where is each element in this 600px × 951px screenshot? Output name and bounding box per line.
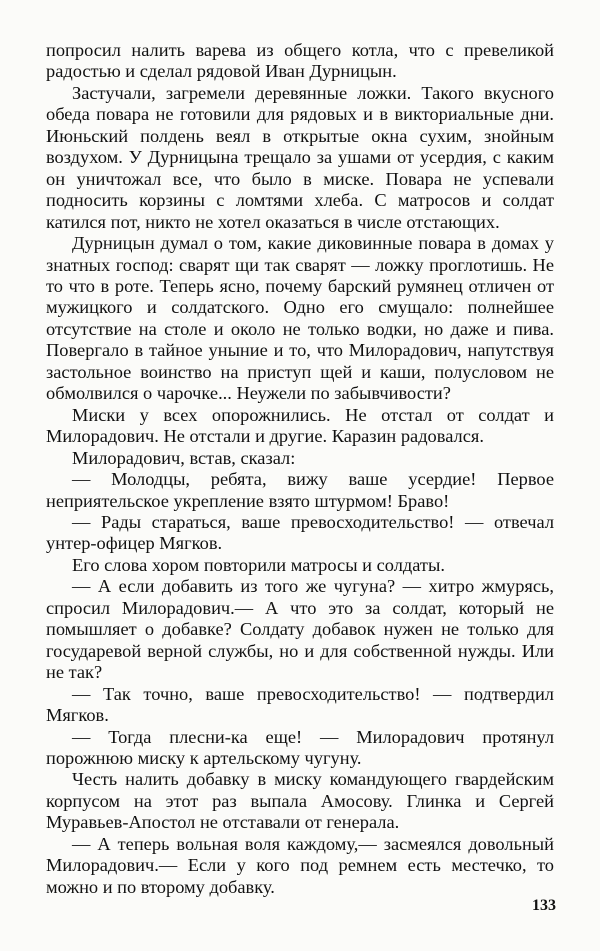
paragraph: Милорадович, встав, сказал: bbox=[72, 447, 296, 468]
dialogue-line: — А если добавить из того же чугуна? — хитро жмурясь, спросил Милорадович.— А что это за солдат, который не помышляет о добавке? Солдату добавок нужен не только для государевой верной службы, но и для собственной нужды. Или не так? bbox=[46, 576, 554, 683]
page-number: 133 bbox=[532, 897, 556, 914]
paragraph: Миски у всех опорожнились. Не отстал от солдат и Милорадович. Не отстали и другие. Каразин радовался. bbox=[46, 404, 554, 447]
paragraph: попросил налить варева из общего котла, что с превеликой радостью и сделал рядовой Иван Дурницын. bbox=[46, 40, 554, 82]
paragraph: Его слова хором повторили матросы и солдаты. bbox=[72, 554, 445, 575]
paragraph: Честь налить добавку в миску командующего гвардейским корпусом на этот раз выпала Амосову. Глинка и Сергей Муравьев-Апостол не отставали от генерала. bbox=[46, 769, 554, 833]
dialogue-line: — Так точно, ваше превосходительство! — подтвердил Мягков. bbox=[46, 683, 554, 726]
dialogue-line: — Молодцы, ребята, вижу ваше усердие! Первое неприятельское укрепление взято штурмом! Браво! bbox=[46, 469, 554, 511]
body-text bbox=[46, 40, 554, 898]
dialogue-line: — А теперь вольная воля каждому,— засмеялся довольный Милорадович.— Если у кого под ремнем есть местечко, то можно и по второму добавку. bbox=[46, 833, 554, 897]
paragraph: Застучали, загремели деревянные ложки. Такого вкусного обеда повара не готовили для рядовых и в викториальные дни. Июньский полдень веял в открытые окна сухим, знойным воздухом. У Дурницына трещало за ушами от усердия, с каким он уничтожал все, что было в миске. Повара не успевали подносить корзины с ломтями хлеба. С матросов и солдат катился пот, никто не хотел оказаться в числе отстающих. bbox=[46, 82, 554, 232]
dialogue-line: — Тогда плесни-ка еще! — Милорадович протянул порожнюю миску к артельскому чугуну. bbox=[46, 726, 554, 768]
dialogue-line: — Рады стараться, ваше превосходительство! — отвечал унтер-офицер Мягков. bbox=[46, 511, 554, 554]
paragraph: Дурницын думал о том, какие диковинные повара в домах у знатных господ: сварят щи так сварят — ложку проглотишь. Не то что в роте. Теперь ясно, почему барский румянец отличен от мужицкого и солдатского. Одно его смущало: полнейшее отсутствие на столе и около не только водки, но даже и пива. Повергало в тайное уныние и то, что Милорадович, напутствуя застольное воинство на приступ щей и каши, полусловом не обмолвился о чарочке... Неужели по забывчивости? bbox=[46, 233, 554, 404]
